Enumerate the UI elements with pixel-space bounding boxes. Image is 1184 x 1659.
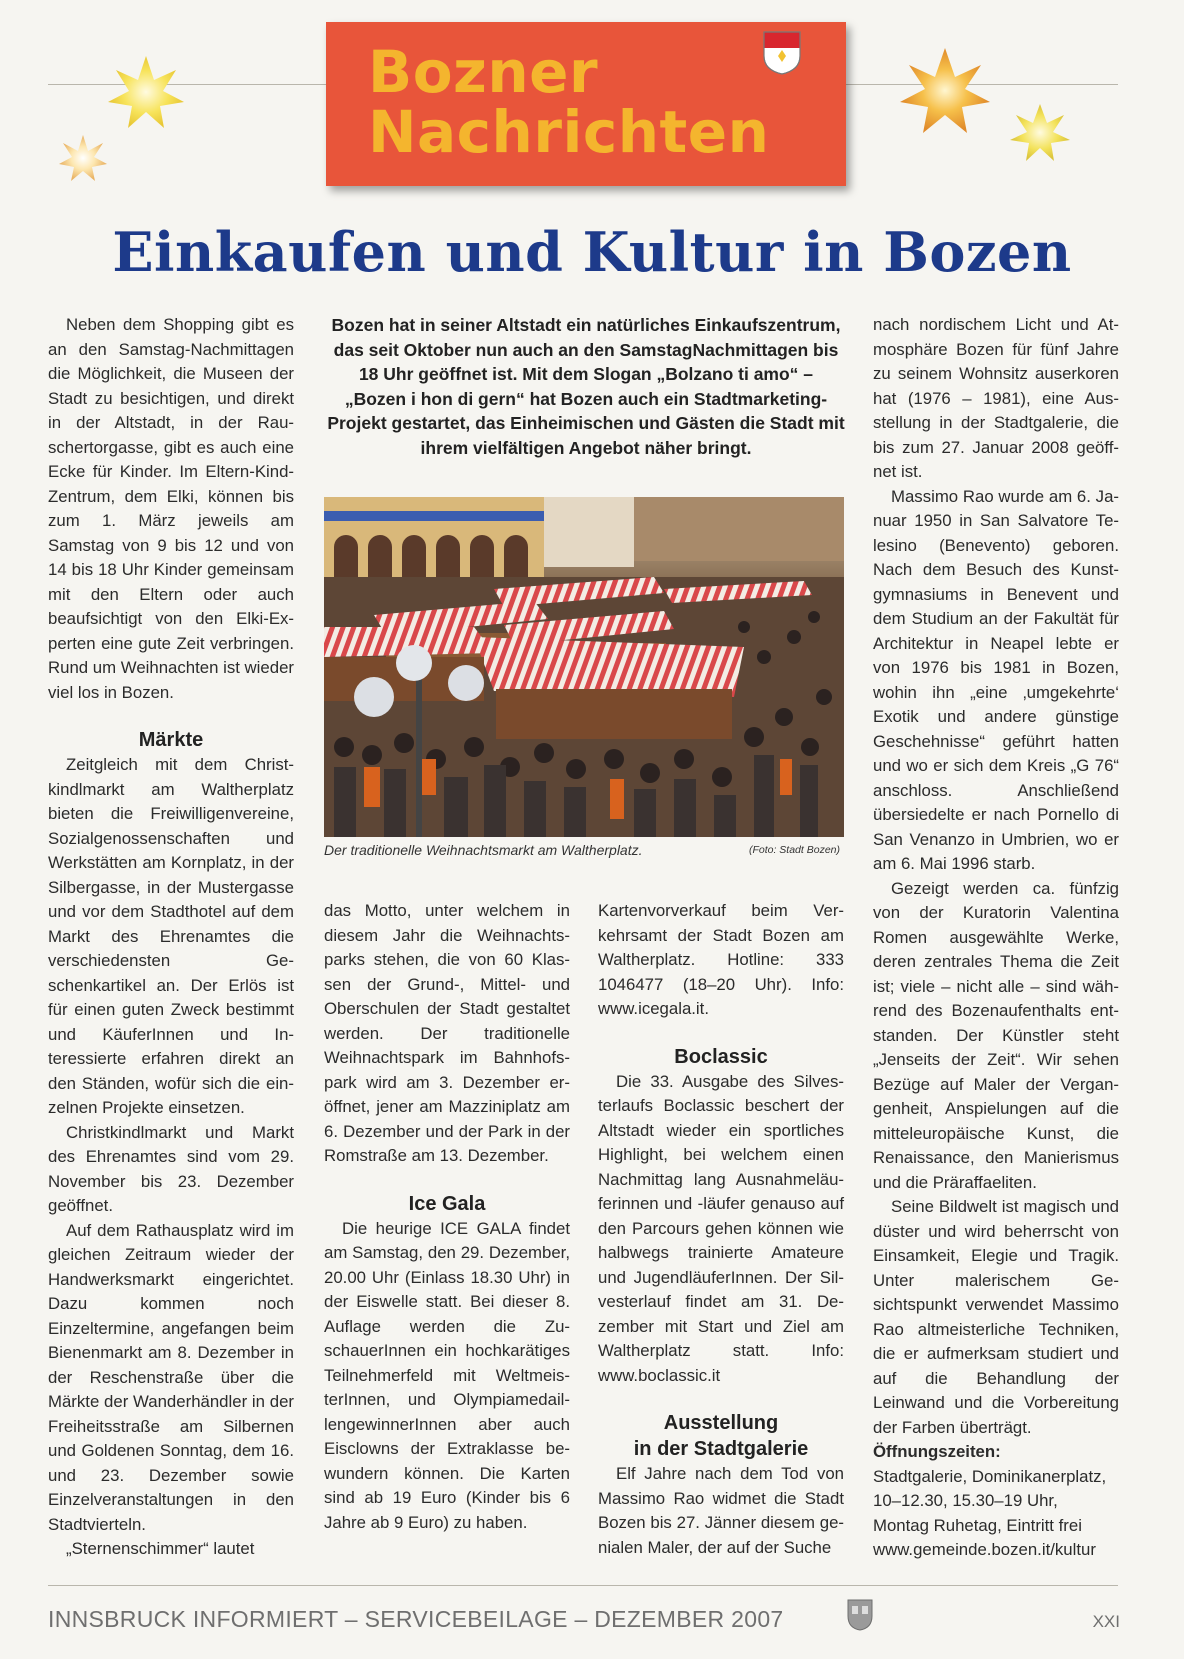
section-heading-ausstellung-line-2: in der Stadtgalerie bbox=[633, 1438, 809, 1460]
paragraph: Seine Bildwelt ist magisch und düster und wird beherrscht von Einsamkeit, Elegie und Tragik. Unter malerischem Gesichtspunkt verwendet Massimo Rao altmeisterliche Techniken, die er aufmerksam studiert und auf die Behandlung der Leinwand und die Vorbereitung der Farben überträgt. bbox=[873, 1197, 1119, 1437]
masthead-line-2: Nachrichten bbox=[368, 98, 770, 166]
opening-hours-line: 10–12.30, 15.30–19 Uhr, bbox=[873, 1491, 1058, 1510]
lead-paragraph: Bozen hat in seiner Altstadt ein natürliches Einkaufszentrum, das seit Oktober nun auch an den SamstagNachmittagen bis 18 Uhr geöffnet ist. Mit dem Slogan „Bolzano ti amo“ – „Bozen i hon di gern“ hat Bozen auch ein Stadtmarketing-Projekt gestartet, das Einheimischen und Gästen die Stadt mit ihrem vielfältigen Angebot näher bringt. bbox=[327, 315, 845, 458]
paragraph: Massimo Rao wurde am 6. Januar 1950 in San Salvatore Telesino (Benevento) geboren. Nach dem Besuch des Kunstgymnasiums in Benevent und dem Studium an der Fakultät für Architektur in Neapel lebte er von 1976 bis 1981 in Bozen, wohin ihn „eine ‚umgekehrte‘ Exotik und andere günstige Geschehnisse“ geführt hatten und wo er sich dem Kreis „G 76“ anschloss. Anschließend übersiedelte er nach Pornello di San Venanzo in Umbrien, wo er am 6. Mai 1996 starb. bbox=[873, 486, 1119, 873]
paragraph: Kartenvorverkauf beim Verkehrsamt der Stadt Bozen am Waltherplatz. Hotline: 333 1046477 (18–20 Uhr). Info: www.icegala.it. bbox=[598, 901, 844, 1018]
opening-hours-line: Montag Ruhetag, Eintritt frei bbox=[873, 1515, 1082, 1535]
footer-text: INNSBRUCK INFORMIERT – SERVICEBEILAGE – DEZEMBER 2007 bbox=[48, 1606, 784, 1632]
section-heading-maerkte: Märkte bbox=[138, 729, 204, 751]
section-heading-ausstellung: Ausstellung bbox=[663, 1412, 779, 1434]
paragraph: Zeitgleich mit dem Christkindlmarkt am Waltherplatz bieten die Freiwilligenvereine, Sozialgenossenschaften und Werkstätten am Kornplatz, in der Silbergasse, in der Mustergasse und vor dem Stadthotel auf dem Markt des Ehrenamtes die verschiedensten Geschenkartikel an. Der Erlös ist für einen guten Zweck bestimmt und KäuferInnen und Interessierte erfahren direkt an den Ständen, wofür sich die einzelnen Projekte einsetzen. bbox=[48, 755, 294, 1117]
website-link[interactable]: www.gemeinde.bozen.it/kultur bbox=[873, 1540, 1096, 1559]
caption-text: Der traditionelle Weihnachtsmarkt am Waltherplatz. bbox=[324, 842, 643, 858]
paragraph: Elf Jahre nach dem Tod von Massimo Rao widmet die Stadt Bozen bis 27. Jänner diesem genialen Maler, der auf der Suche bbox=[598, 1464, 844, 1557]
opening-hours-line: Stadtgalerie, Dominikanerplatz, bbox=[873, 1466, 1107, 1486]
page-number: XXI bbox=[1092, 1612, 1120, 1631]
footer-rule bbox=[48, 1585, 1118, 1586]
column-4 bbox=[873, 313, 1119, 1563]
star-icon bbox=[58, 134, 108, 184]
star-icon bbox=[1008, 102, 1072, 166]
city-crest-icon bbox=[846, 1598, 874, 1632]
paragraph: Die 33. Ausgabe des Silvesterlaufs Boclassic beschert der Altstadt wieder ein sportliches Highlight, bei welchem einen Nachmittag lang Ausnahmeläuferinnen und -läufer genauso auf den Parcours gehen können wie halbwegs trainierte Amateure und JugendläuferInnen. Der Silvesterlauf findet am 31. Dezember mit Start und Ziel am Waltherplatz statt. Info: www.boclassic.it bbox=[598, 1071, 844, 1385]
paragraph: nach nordischem Licht und Atmosphäre Bozen für fünf Jahre zu seinem Wohnsitz auserkoren hat (1976 – 1981), eine Ausstellung in der Stadtgalerie, die bis zum 27. Januar 2008 geöffnet ist. bbox=[873, 315, 1119, 481]
star-icon bbox=[898, 46, 992, 140]
section-heading-ice-gala: Ice Gala bbox=[408, 1192, 486, 1215]
top-rule-left bbox=[48, 84, 326, 85]
paragraph: „Sternenschimmer“ lautet bbox=[66, 1539, 255, 1558]
paragraph: das Motto, unter welchem in diesem Jahr die Weihnachtsparks stehen, die von 60 Klassen der Grund-, Mittel- und Oberschulen der Stadt gestaltet werden. Der traditionelle Weihnachtspark im Bahnhofspark wird am 3. Dezember eröffnet, jener am Mazziniplatz am 6. Dezember und der Park in der Romstraße am 13. Dezember. bbox=[324, 901, 570, 1165]
star-icon bbox=[106, 54, 186, 134]
opening-hours-label: Öffnungszeiten: bbox=[873, 1442, 1001, 1461]
photo-caption bbox=[324, 842, 844, 858]
column-2 bbox=[324, 899, 570, 1535]
market-illustration bbox=[324, 497, 844, 837]
section-heading-boclassic: Boclassic bbox=[674, 1045, 768, 1068]
photo-credit: (Foto: Stadt Bozen) bbox=[748, 844, 840, 856]
paragraph: Gezeigt werden ca. fünfzig von der Kuratorin Valentina Romen ausgewählte Werke, deren zentrales Thema die Zeit ist; viele – nicht alle – sind während des Bozenaufenthalts entstanden. Der Künstler steht „Jenseits der Zeit“. Wir sehen Bezüge auf Maler der Vergangenheit, Anspielungen auf die mitteleuropäische Kunst, die Renaissance, den Manierismus und die Präraffaeliten. bbox=[873, 878, 1119, 1192]
masthead-banner bbox=[326, 22, 846, 186]
coat-of-arms-icon bbox=[762, 30, 802, 76]
paragraph: Die heurige ICE GALA findet am Samstag, den 29. Dezember, 20.00 Uhr (Einlass 18.30 Uhr) in der Eiswelle statt. Bei dieser 8. Auflage werden die ZuschauerInnen ein hochkarätiges Teilnehmerfeld mit WeltmeisterInnen, und OlympiamedaillengewinnerInnen aber auch Eisclowns der Extraklasse bewundern können. Die Karten sind ab 19 Euro (Kinder bis 6 Jahre ab 9 Euro) zu haben. bbox=[324, 1218, 570, 1532]
paragraph: Christkindlmarkt und Markt des Ehrenamtes sind vom 29. November bis 23. Dezember geöffnet. bbox=[48, 1122, 294, 1215]
column-3 bbox=[598, 899, 844, 1560]
paragraph: Neben dem Shopping gibt es an den Samstag-Nachmittagen die Möglichkeit, die Museen der Stadt zu besichtigen, und direkt in der Altstadt, in der Rauschertorgasse, gibt es auch eine Ecke für Kinder. Im Eltern-Kind-Zentrum, dem Elki, können bis zum 1. März jeweils am Samstag von 9 bis 12 und von 14 bis 18 Uhr Kinder gemeinsam mit den Eltern oder auch beaufsichtigt von den Elki-Experten eine gute Zeit verbringen. Rund um Weihnachten ist wieder viel los in Bozen. bbox=[48, 315, 294, 702]
column-1 bbox=[48, 313, 294, 1562]
paragraph: Auf dem Rathausplatz wird im gleichen Zeitraum wieder der Handwerksmarkt eingerichtet. Dazu kommen noch Einzeltermine, angefangen beim Bienenmarkt am 8. Dezember in der Reschenstraße über die Märkte der Wanderhändler in der Freiheitsstraße am Silbernen und Goldenen Sonntag, dem 16. und 23. Dezember sowie Einzelveranstaltungen in den Stadtvierteln. bbox=[48, 1220, 294, 1534]
christmas-market-photo bbox=[324, 497, 844, 837]
headline: Einkaufen und Kultur in Bozen bbox=[112, 220, 1072, 284]
masthead-line-1: Bozner bbox=[368, 38, 599, 106]
